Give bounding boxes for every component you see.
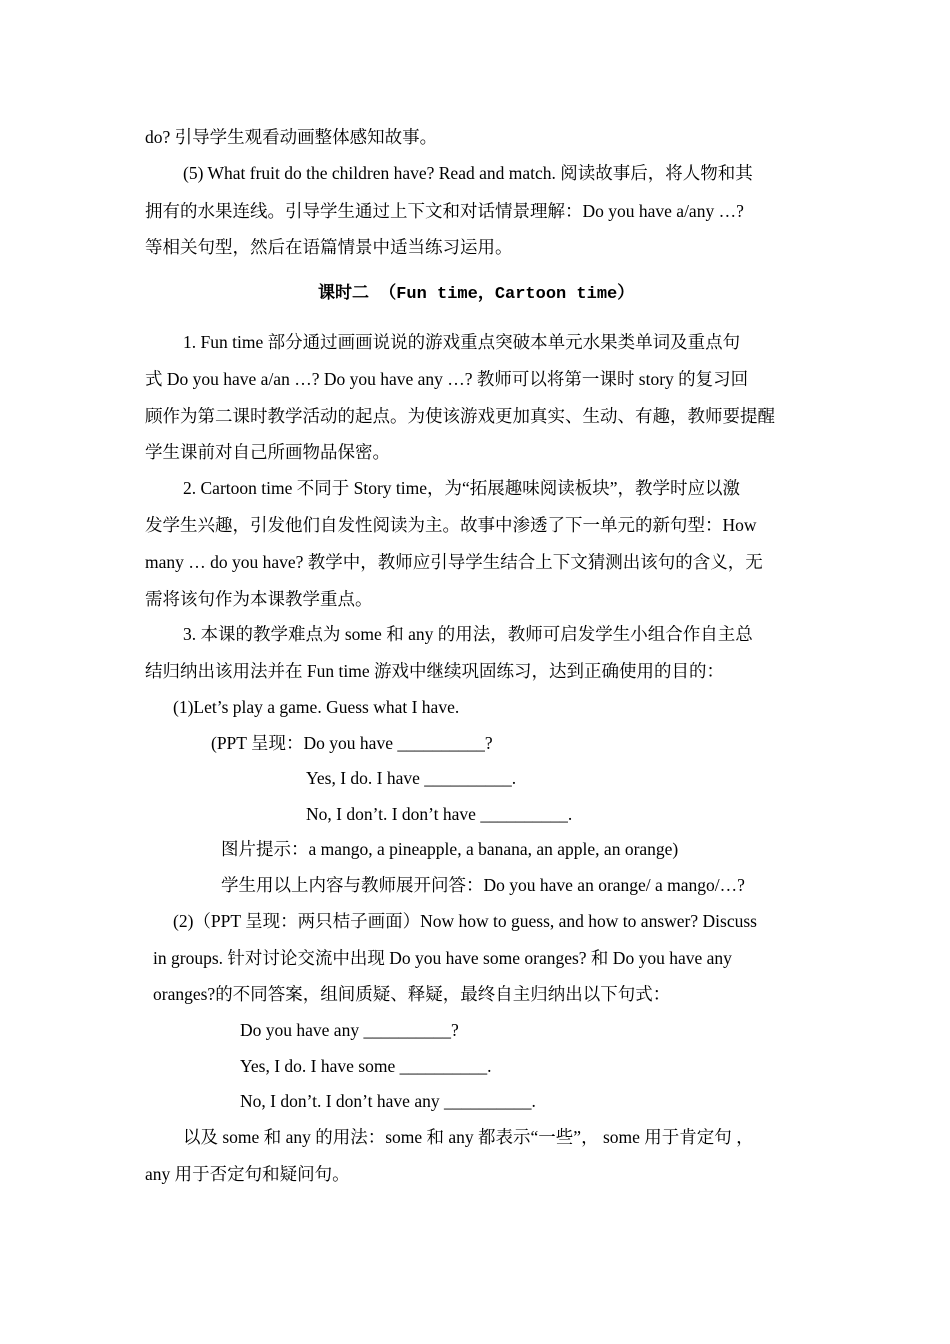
text-line-17: Yes, I do. I have __________.	[306, 768, 517, 788]
text-line-10: 发学生兴趣，引发他们自发性阅读为主。故事中渗透了下一单元的新句型：How	[145, 515, 757, 535]
text-line-20: 学生用以上内容与教师展开问答：Do you have an orange/ a mango/…?	[221, 875, 745, 895]
text-line-13: 3. 本课的教学难点为 some 和 any 的用法，教师可启发学生小组合作自主总	[183, 624, 753, 644]
text-line-16: (PPT 呈现：Do you have __________?	[211, 733, 493, 753]
text-line-27: 以及 some 和 any 的用法：some 和 any 都表示“一些”， some 用于肯定句 ，	[183, 1127, 754, 1147]
text-line-28: any 用于否定句和疑问句。	[145, 1164, 350, 1184]
text-line-6: 式 Do you have a/an …? Do you have any …? 教师可以将第一课时 story 的复习回	[145, 369, 749, 389]
text-line-18: No, I don’t. I don’t have __________.	[306, 804, 573, 824]
text-line-9: 2. Cartoon time 不同于 Story time，为“拓展趣味阅读板块”，教学时应以激	[183, 478, 741, 498]
text-line-2: (5) What fruit do the children have? Read and match. 阅读故事后，将人物和其	[183, 163, 753, 183]
text-line-4: 等相关句型，然后在语篇情景中适当练习运用。	[145, 237, 513, 257]
text-line-1: do? 引导学生观看动画整体感知故事。	[145, 127, 438, 147]
section-heading: 课时二 （Fun time，Cartoon time）	[318, 285, 635, 304]
text-line-24: Do you have any __________?	[240, 1020, 459, 1040]
text-line-25: Yes, I do. I have some __________.	[240, 1056, 492, 1076]
text-line-7: 顾作为第二课时教学活动的起点。为使该游戏更加真实、生动、有趣，教师要提醒	[145, 406, 775, 426]
text-line-14: 结归纳出该用法并在 Fun time 游戏中继续巩固练习，达到正确使用的目的：	[145, 661, 724, 681]
text-line-8: 学生课前对自己所画物品保密。	[145, 442, 390, 462]
text-line-11: many … do you have? 教学中，教师应引导学生结合上下文猜测出该句的含义，无	[145, 552, 763, 572]
text-line-12: 需将该句作为本课教学重点。	[145, 589, 373, 609]
text-line-5: 1. Fun time 部分通过画画说说的游戏重点突破本单元水果类单词及重点句	[183, 332, 741, 352]
text-line-26: No, I don’t. I don’t have any __________.	[240, 1091, 536, 1111]
text-line-3: 拥有的水果连线。引导学生通过上下文和对话情景理解：Do you have a/any …?	[145, 201, 744, 221]
text-line-22: in groups. 针对讨论交流中出现 Do you have some oranges? 和 Do you have any	[153, 948, 732, 968]
text-line-23: oranges?的不同答案，组间质疑、释疑，最终自主归纳出以下句式：	[153, 984, 671, 1004]
text-line-15: (1)Let’s play a game. Guess what I have.	[173, 697, 460, 717]
text-line-19: 图片提示：a mango, a pineapple, a banana, an apple, an orange)	[221, 839, 679, 859]
text-line-21: (2)（PPT 呈现：两只桔子画面）Now how to guess, and how to answer? Discuss	[173, 911, 757, 931]
